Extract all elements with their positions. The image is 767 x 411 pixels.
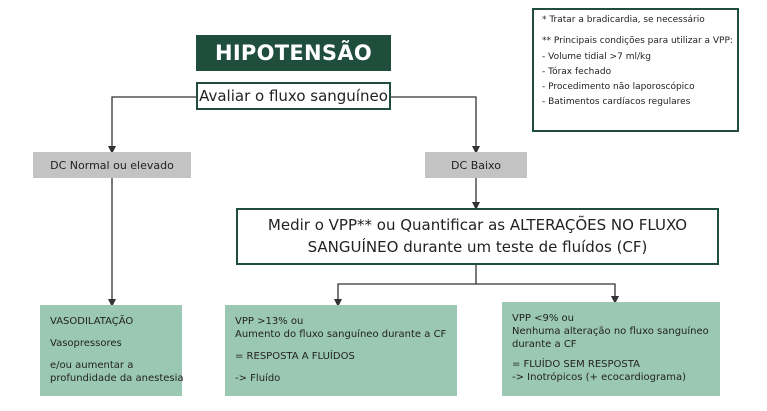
anesthesia-text-line1: e/ou aumentar a [50,360,134,371]
vasodilation-box [40,305,182,396]
connector-eval-to-normal [112,97,196,150]
fluid-action-text: -> Fluído [235,373,281,384]
condition-item: - Volume tidial >7 ml/kg [542,51,651,62]
fluid-responsive-box [225,305,457,396]
no-fluid-response-label: = FLUÍDO SEM RESPOSTA [512,359,640,370]
condition-item: - Procedimento não laporoscópico [542,82,695,92]
no-flow-change-text-line2: durante a CF [512,339,577,350]
inotropes-text: -> Inotrópicos (+ ecocardiograma) [512,372,687,383]
measure-text-line1: Medir o VPP** ou Quantificar as ALTERAÇÕES NO FLUXO [267,215,688,234]
condition-item: - Tórax fechado [542,66,612,77]
condition-item: - Batimentos cardíacos regulares [542,97,691,108]
measure-vpp-box [236,208,719,265]
vpp-high-text: VPP >13% ou [235,316,304,327]
notes-box [532,8,739,132]
footnote-vpp-conditions-title: ** Principais condições para utilizar a VPP: [542,36,733,47]
vasodilation-heading: VASODILATAÇÃO [50,316,134,327]
dc-low-box [425,152,527,178]
flow-increase-text: Aumento do fluxo sanguíneo durante a CF [235,329,447,340]
evaluate-text: Avaliar o fluxo sanguíneo [199,87,388,105]
vpp-low-text: VPP <9% ou [512,313,574,324]
connector-measure-split-right [476,284,615,300]
dc-normal-box [33,152,191,178]
anesthesia-text-line2: profundidade da anestesia [50,373,184,384]
fluid-response-label: = RESPOSTA A FLUÍDOS [235,351,355,362]
connector-measure-split [338,265,476,303]
no-flow-change-text-line1: Nenhuma alteração no fluxo sanguíneo [512,326,709,337]
evaluate-blood-flow-box [196,82,391,110]
title-banner [196,35,391,71]
dc-low-text: DC Baixo [451,158,501,172]
connector-eval-to-low [391,97,476,150]
measure-text-line2: SANGUÍNEO durante um teste de fluídos (CF) [307,237,648,256]
title-text: HIPOTENSÃO [214,41,373,65]
vasopressors-text: Vasopressores [50,338,122,349]
dc-normal-text: DC Normal ou elevado [50,158,174,172]
fluid-nonresponsive-box [502,302,720,396]
footnote-bradycardia: * Tratar a bradicardia, se necessário [542,15,705,25]
